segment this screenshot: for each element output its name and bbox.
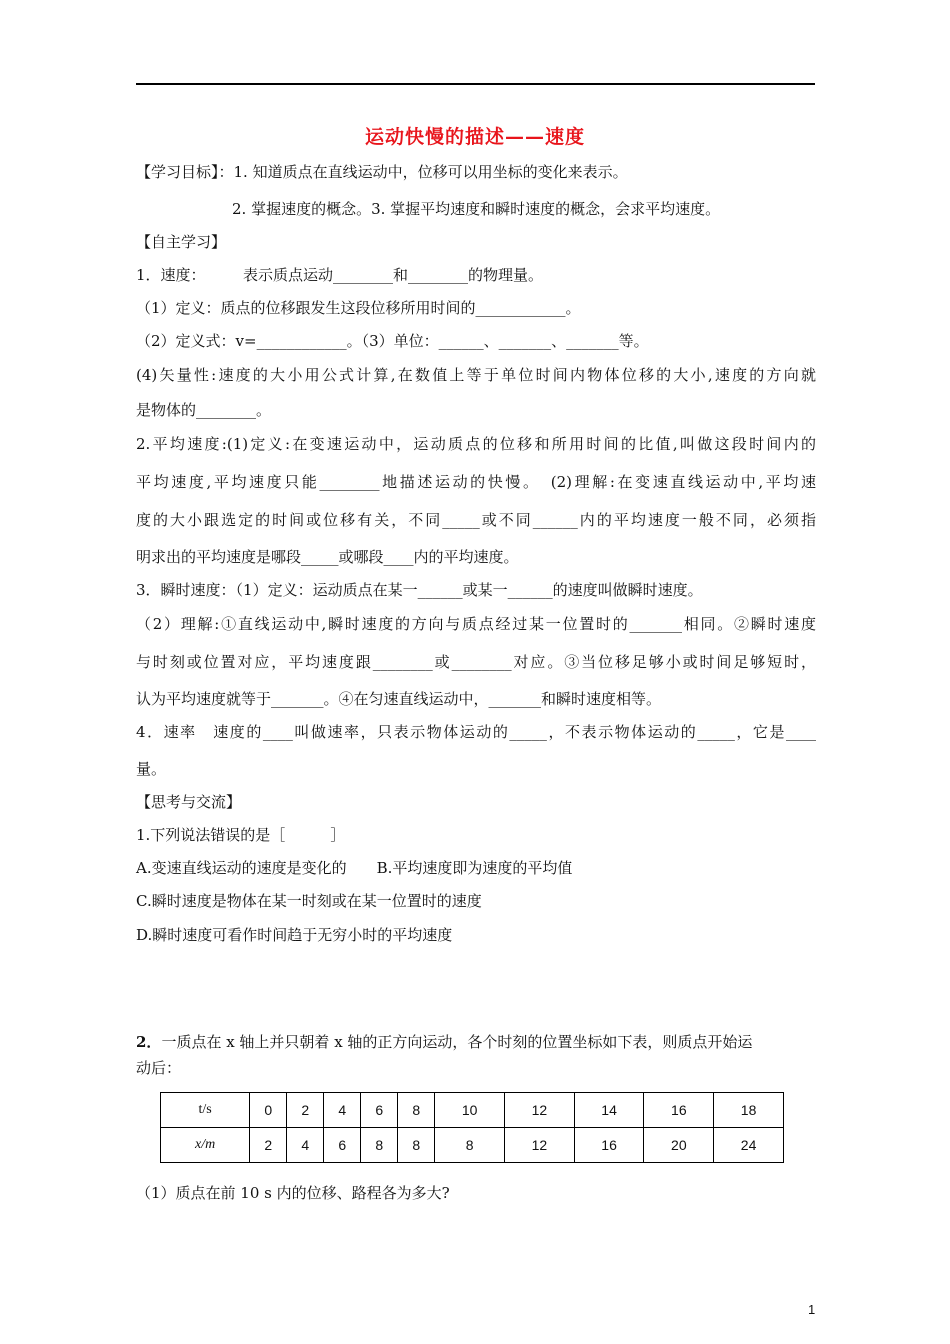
item-2-line-4: 明求出的平均速度是哪段_____或哪段____内的平均速度。 [136,548,519,566]
question-1-option-d: D.瞬时速度可看作时间趋于无穷小时的平均速度 [136,926,453,944]
section-self-study: 【自主学习】 [136,233,227,251]
item-3-line-1: 3．瞬时速度：（1）定义：运动质点在某一______或某一______的速度叫做瞬时速度。 [136,581,703,599]
question-1-stem: 1.下列说法错误的是［ ］ [136,826,346,844]
question-2-number: 2． [136,1033,162,1051]
table-cell: 8 [398,1128,435,1163]
table-cell: 2 [250,1128,287,1163]
question-2-line-1 [136,1032,816,1052]
table-cell: t/s [161,1093,250,1128]
table-cell: 2 [287,1093,324,1128]
item-2-line-1: 2.平均速度:(1)定义:在变速运动中，运动质点的位移和所用时间的比值,叫做这段时间内的 [136,435,816,453]
table-cell: x/m [161,1128,250,1163]
question-2-text: 一质点在 x 轴上并只朝着 x 轴的正方向运动，各个时刻的位置坐标如下表，则质点开始运 [161,1033,753,1051]
item-1-definition: （1）定义：质点的位移跟发生这段位移所用时间的____________。 [136,299,581,317]
item-1-vector-line-2: 是物体的________。 [136,401,272,419]
objectives-line-1: 【学习目标】：1. 知道质点在直线运动中，位移可以用坐标的变化来表示。 [136,163,628,181]
table-cell: 4 [287,1128,324,1163]
table-cell: 20 [644,1128,714,1163]
table-row-position [161,1128,784,1163]
table-cell: 4 [324,1093,361,1128]
table-cell: 14 [574,1093,644,1128]
question-1-options-a-b: A.变速直线运动的速度是变化的 B.平均速度即为速度的平均值 [136,859,573,877]
item-1-vector-line-1: (4)矢量性:速度的大小用公式计算,在数值上等于单位时间内物体位移的大小,速度的方向就 [136,366,816,384]
question-2-sub-1: （1）质点在前 10 s 内的位移、路程各为多大? [136,1184,450,1202]
page-title: 运动快慢的描述——速度 [364,126,585,148]
table-row-time [161,1093,784,1128]
objectives-line-2: 2. 掌握速度的概念。3. 掌握平均速度和瞬时速度的概念，会求平均速度。 [232,200,721,218]
table-cell: 8 [361,1128,398,1163]
table-cell: 8 [435,1128,505,1163]
table-cell: 16 [574,1128,644,1163]
table-cell: 6 [361,1093,398,1128]
table-cell: 8 [398,1093,435,1128]
question-1-option-c: C.瞬时速度是物体在某一时刻或在某一位置时的速度 [136,892,482,910]
item-4-line-1: 4．速率 速度的____叫做速率，只表示物体运动的_____，不表示物体运动的_____，它是____ [136,723,816,741]
table-cell: 24 [714,1128,784,1163]
item-3-line-2: （2）理解:①直线运动中,瞬时速度的方向与质点经过某一位置时的_______相同。②瞬时速度 [136,615,816,633]
item-1-formula-unit: （2）定义式：v=____________。（3）单位：______、_______、_______等。 [136,332,649,350]
header-rule [136,83,815,85]
item-1-speed: 1．速度： 表示质点运动________和________的物理量。 [136,266,544,284]
position-time-table [160,1092,784,1163]
table-cell: 12 [504,1093,574,1128]
item-4-line-2: 量。 [136,760,167,778]
table-cell: 18 [714,1093,784,1128]
table-cell: 0 [250,1093,287,1128]
item-2-line-2: 平均速度,平均速度只能________地描述运动的快慢。 (2)理解:在变速直线运动中,平均速 [136,473,816,491]
item-3-line-4: 认为平均速度就等于_______。④在匀速直线运动中，_______和瞬时速度相等。 [136,690,662,708]
item-3-line-3: 与时刻或位置对应，平均速度跟________或________对应。③当位移足够小或时间足够短时， [136,653,816,671]
table-cell: 6 [324,1128,361,1163]
page-number: 1 [808,1302,816,1317]
section-discussion: 【思考与交流】 [136,793,242,811]
table-cell: 12 [504,1128,574,1163]
table-cell: 16 [644,1093,714,1128]
table-cell: 10 [435,1093,505,1128]
item-2-line-3: 度的大小跟选定的时间或位移有关，不同_____或不同______内的平均速度一般不同，必须指 [136,511,816,529]
question-2-line-2: 动后： [136,1059,182,1077]
